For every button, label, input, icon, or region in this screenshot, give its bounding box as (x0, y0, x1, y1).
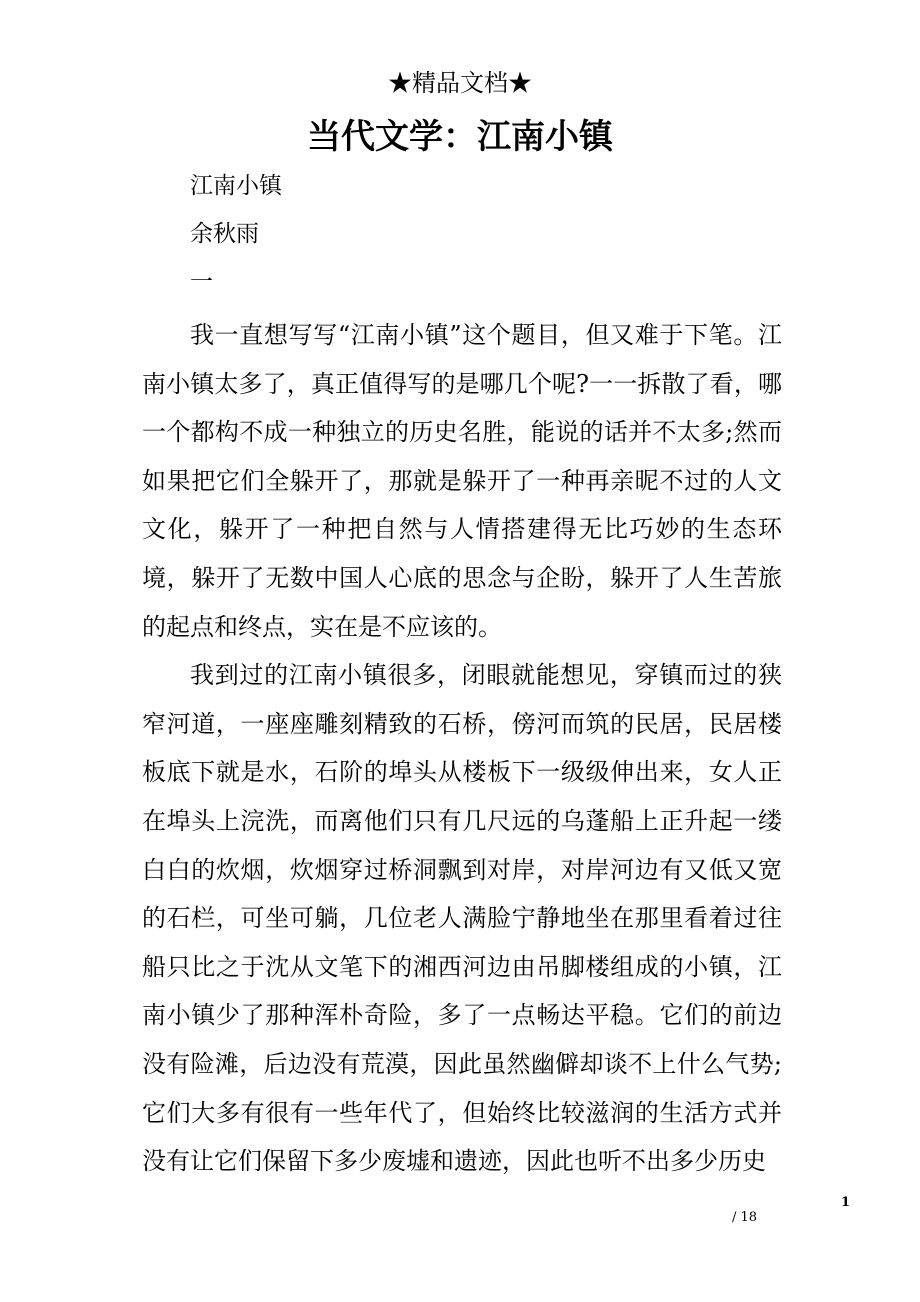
page-title: 当代文学：江南小镇 (307, 117, 613, 157)
section-marker: 一 (190, 269, 213, 295)
page-header: ★精品文档★ (388, 69, 532, 97)
article-body (142, 311, 782, 1186)
page-number: 1 (841, 1195, 851, 1210)
paragraph-2: 我到过的江南小镇很多，闭眼就能想见，穿镇而过的狭窄河道，一座座雕刻精致的石桥，傍河而筑的民居，民居楼板底下就是水，石阶的埠头从楼板下一级级伸出来，女人正在埠头上浣洗，而离他们只有几尺远的乌蓬船上正升起一缕白白的炊烟，炊烟穿过桥洞飘到对岸，对岸河边有又低又宽的石栏，可坐可躺，几位老人满脸宁静地坐在那里看着过往船只比之于沈从文笔下的湘西河边由吊脚楼组成的小镇，江南小镇少了那种浑朴奇险，多了一点畅达平稳。它们的前边没有险滩，后边没有荒漠，因此虽然幽僻却谈不上什么气势;它们大多有很有一些年代了，但始终比较滋润的生活方式并没有让它们保留下多少废墟和遗迹，因此也听不出多少历史 (142, 661, 782, 1176)
article-subtitle: 江南小镇 (190, 173, 282, 199)
article-author: 余秋雨 (190, 221, 259, 247)
paragraph-1: 我一直想写写“江南小镇”这个题目，但又难于下笔。江南小镇太多了，真正值得写的是哪几个呢?一一拆散了看，哪一个都构不成一种独立的历史名胜，能说的话并不太多;然而如果把它们全躲开了，那就是躲开了一种再亲昵不过的人文文化，躲开了一种把自然与人情搭建得无比巧妙的生态环境，躲开了无数中国人心底的思念与企盼，躲开了人生苦旅的起点和终点，实在是不应该的。 (142, 321, 782, 641)
page-total: / 18 (732, 1210, 758, 1225)
